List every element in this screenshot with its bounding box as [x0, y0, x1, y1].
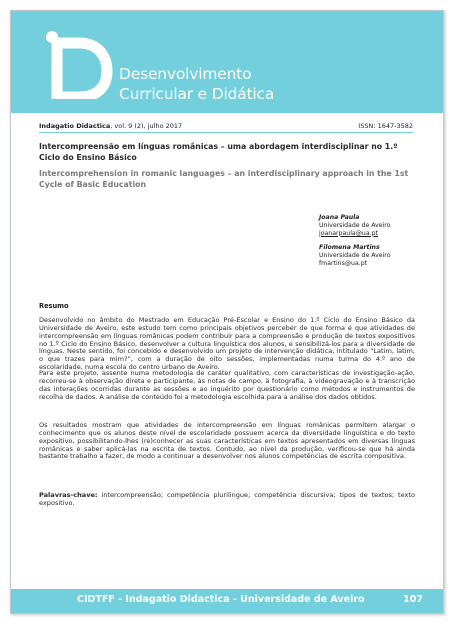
abstract-paragraph: Desenvolvido no âmbito do Mestrado em Educação Pré-Escolar e Ensino do 1.º Ciclo do Ensino Básico da Universidade de Aveiro, este estudo tem como principais objetivos perceber de que forma é que atividades de intercompreensão em línguas românicas podem contribuir para a compreensão e produção de textos expositivos no 1.º Ciclo do Ensino Básico, desenvolver a cultura linguística dos alunos, e sensibilizá-los para a diversidade de línguas. Neste sentido, foi concebido e desenvolvido um projeto de intervenção didática, intitulado “Latim, latim, o que trazes para mim?”, com a duração de oito sessões, implementadas numa turma do 4.º ano de escolaridade, numa escola do centro urbano de Aveiro. [39, 316, 415, 372]
author-email[interactable]: fmartins@ua.pt [319, 259, 368, 267]
author-list [319, 214, 419, 275]
article-title-en: Intercomprehension in romanic languages – an interdisciplinary approach in the 1st Cycle of Basic Education [39, 169, 409, 189]
journal-logo [43, 25, 113, 99]
author-block [319, 214, 419, 237]
banner-title-line2: Curricular e Didática [119, 85, 275, 103]
keywords-label: Palavras-chave: [39, 491, 98, 499]
abstract-paragraph: Para este projeto, assente numa metodologia de caráter qualitativo, com características de investigação-ação, recorreu-se à observação direta e participante, às notas de campo, à fotografia, à videogravação e à transcrição das interações ocorridas durante as sessões e ao inquérito por questionário como métodos e instrumentos de recolha de dados. A análise de conteúdo foi a metodologia escolhida para a análise dos dados obtidos. [39, 369, 415, 401]
abstract-paragraph: Os resultados mostram que atividades de intercompreensão em línguas românicas permitem alargar o conhecimento que os alunos deste nível de escolaridade possuem acerca da diversidade linguística e do texto expositivo, possibilitando-lhes (re)conhecer as suas características em textos apresentados em diversas línguas românicas e saber aplicá-las na escrita de textos. Contudo, ao nível da produção, verificou-se que há ainda bastante trabalho a fazer, de modo a continuar a desenvolver nos alunos competências de escrita compositiva. [39, 421, 415, 461]
keywords-text: intercompreensão; competência plurilingue; competência discursiva; tipos de textos; texto expositivo. [39, 491, 415, 507]
journal-name: Indagatio Didactica [39, 122, 111, 130]
banner-title-line1: Desenvolvimento [119, 65, 252, 83]
page-number: 107 [403, 594, 423, 605]
author-affiliation: Universidade de Aveiro [319, 221, 391, 229]
issn: ISSN: 1647-3582 [358, 122, 413, 130]
author-block [319, 244, 419, 267]
author-affiliation: Universidade de Aveiro [319, 252, 391, 260]
article-title-pt: Intercompreensão em línguas românicas – uma abordagem interdisciplinar no 1.º Ciclo do Ensino Básico [39, 142, 398, 162]
header-banner [11, 11, 443, 113]
journal-issue: , vol. 9 (2), julho 2017 [110, 122, 183, 130]
author-email[interactable]: joanarpaula@ua.pt [319, 229, 378, 237]
author-name: Joana Paula [319, 214, 360, 221]
keywords [39, 492, 415, 508]
author-name: Filomena Martins [319, 244, 380, 252]
header-divider [39, 132, 413, 133]
footer-bar [11, 589, 443, 613]
journal-page [10, 10, 444, 614]
banner-title [119, 64, 274, 104]
abstract-heading: Resumo [39, 302, 69, 310]
journal-meta [39, 122, 413, 130]
footer-text: CIDTFF - Indagatio Didactica - Universidade de Aveiro [77, 594, 365, 605]
